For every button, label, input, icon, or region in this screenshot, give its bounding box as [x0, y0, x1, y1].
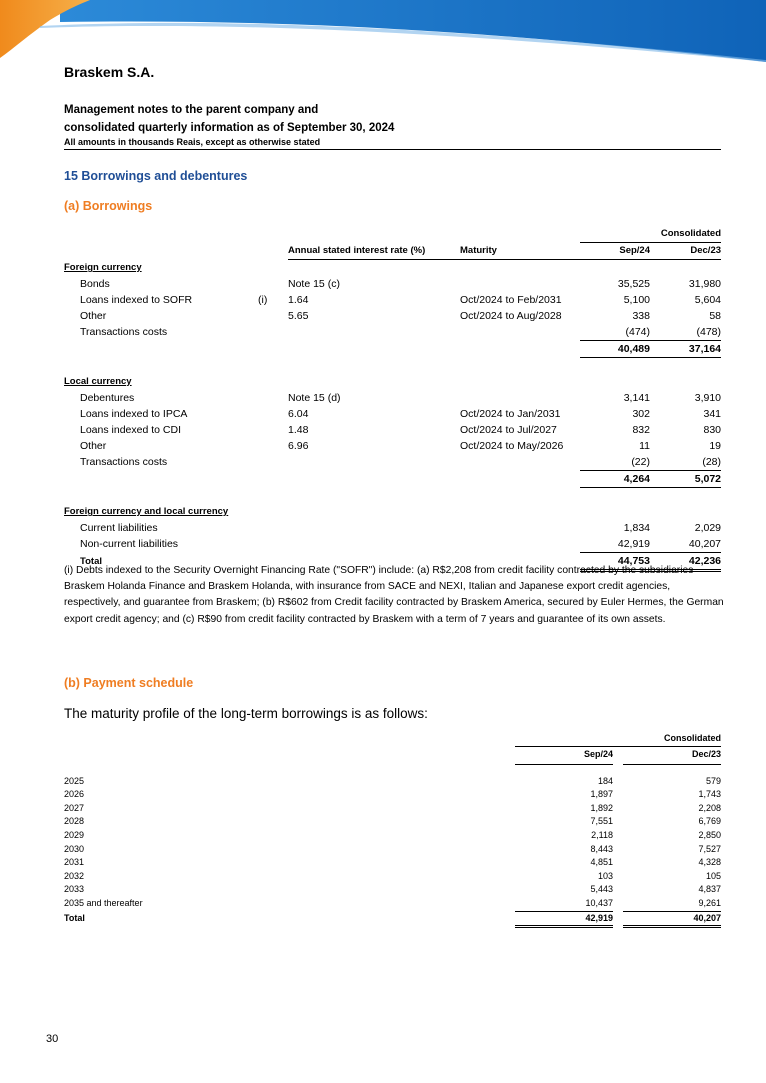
row-maturity: Oct/2024 to May/2026: [460, 440, 564, 452]
row-sep: (474): [580, 324, 650, 341]
row-maturity: Oct/2024 to Jul/2027: [460, 424, 557, 436]
section-title: 15 Borrowings and debentures: [64, 169, 248, 183]
row-sep: 1,897: [590, 789, 613, 800]
row-rate: Note 15 (c): [288, 278, 340, 290]
row-label: Debentures: [80, 392, 135, 404]
local-total-sep: 4,264: [580, 471, 650, 488]
row-rate: 5.65: [288, 310, 309, 322]
amounts-note: All amounts in thousands Reais, except as otherwise stated: [64, 137, 321, 147]
table-row: [64, 815, 721, 829]
row-maturity: Oct/2024 to Feb/2031: [460, 294, 562, 306]
table-row: [64, 390, 721, 406]
row-sep: 35,525: [617, 278, 650, 290]
row-sep: 338: [632, 310, 650, 322]
row-year: 2026: [64, 789, 85, 800]
row-dec: 3,910: [694, 392, 722, 404]
row-rate: [288, 454, 460, 471]
row-label: Transactions costs: [80, 456, 168, 469]
row-year: 2033: [64, 884, 85, 895]
row-year: 2031: [64, 857, 85, 868]
row-dec: (28): [650, 454, 721, 471]
subtitle-line-1: Management notes to the parent company and: [64, 104, 319, 116]
row-dec: 7,527: [698, 843, 722, 854]
local-currency-heading: Local currency: [64, 376, 132, 387]
row-dec: (478): [650, 324, 721, 341]
schedule-dec-header: Dec/23: [623, 746, 721, 764]
consolidated-header: Consolidated: [580, 226, 721, 243]
row-maturity: Oct/2024 to Aug/2028: [460, 310, 562, 322]
table-row: [64, 883, 721, 897]
foreign-currency-heading: Foreign currency: [64, 262, 142, 273]
table-row: [64, 422, 721, 438]
row-sep: 5,100: [623, 294, 650, 306]
total-label: Total: [80, 555, 102, 567]
row-note: [258, 276, 288, 292]
row-maturity: [460, 276, 580, 292]
row-rate: 1.64: [288, 294, 309, 306]
row-label: Loans indexed to SOFR: [80, 294, 193, 306]
row-dec: 19: [709, 440, 722, 452]
row-sep: 302: [632, 408, 650, 420]
row-label: Loans indexed to CDI: [80, 424, 181, 436]
row-label: Other: [80, 440, 107, 452]
borrowings-table: [64, 226, 721, 572]
table-row: [64, 897, 721, 911]
row-sep: 103: [597, 870, 613, 881]
total-sep: 44,753: [580, 553, 650, 571]
col-sep-header: Sep/24: [580, 243, 650, 260]
row-sep: 8,443: [590, 843, 613, 854]
sofr-footnote: (i) Debts indexed to the Security Overnight Financing Rate ("SOFR") include: (a) R$2,208 from credit facility contracted by the subsidiaries Braskem Holanda Finance and Braskem Holanda, with insurance from SACE and NEXI, Italian and Japanese export credit agencies, respectively, and guarantee from Braskem; (b) R$602 from Credit facility contracted by Braskem America, secured by Euler Hermes, the German export credit agency; and (c) R$90 from credit facility contracted by Braskem with a term of 7 years and guarantee of its own assets.: [64, 565, 724, 625]
row-note: [258, 308, 288, 324]
schedule-consolidated-header: Consolidated: [515, 732, 721, 746]
noncurrent-liabilities-dec: 40,207: [650, 536, 721, 553]
row-rate: Note 15 (d): [288, 392, 341, 404]
header-divider: [64, 149, 721, 150]
row-sep: 11: [639, 440, 650, 452]
row-dec: 579: [705, 775, 722, 786]
foreign-total-sep: 40,489: [580, 341, 650, 358]
foreign-total-dec: 37,164: [650, 341, 721, 358]
row-sep: 1,892: [590, 802, 613, 813]
table-row: [64, 292, 721, 308]
row-year: 2025: [64, 775, 85, 786]
row-maturity: [460, 324, 580, 341]
row-dec: 105: [705, 870, 722, 881]
noncurrent-liabilities-label: Non-current liabilities: [80, 538, 179, 551]
row-sep: 2,118: [591, 829, 613, 840]
table-row: [64, 829, 721, 843]
noncurrent-liabilities-sep: 42,919: [580, 536, 650, 553]
table-row: [64, 324, 721, 341]
row-maturity: Oct/2024 to Jan/2031: [460, 408, 561, 420]
row-maturity: [460, 454, 580, 471]
payment-schedule-table: [64, 732, 721, 928]
table-row: [64, 843, 721, 857]
combined-heading: Foreign currency and local currency: [64, 506, 229, 517]
row-dec: 2,208: [698, 802, 722, 813]
table-row: [64, 406, 721, 422]
table-row: [64, 308, 721, 324]
table-row: [64, 454, 721, 471]
col-maturity-header: Maturity: [460, 243, 580, 260]
row-dec: 341: [703, 408, 722, 420]
row-year: 2027: [64, 802, 85, 813]
row-sep: 3,141: [623, 392, 650, 404]
row-label: Bonds: [80, 278, 110, 290]
row-label: Loans indexed to IPCA: [80, 408, 188, 420]
subtotal-row: [64, 471, 721, 488]
company-name: Braskem S.A.: [64, 64, 155, 80]
total-row: [64, 911, 721, 927]
table-row: [64, 788, 721, 802]
row-dec: 4,837: [698, 884, 722, 895]
row-dec: 58: [709, 310, 722, 322]
row-label: Transactions costs: [80, 326, 168, 339]
row-year: 2035 and thereafter: [64, 898, 143, 909]
row-sep: 4,851: [590, 857, 613, 868]
table-row: [64, 520, 721, 536]
subsection-payment-schedule-title: (b) Payment schedule: [64, 676, 194, 690]
local-total-dec: 5,072: [650, 471, 721, 488]
subtotal-row: [64, 341, 721, 358]
row-dec: 31,980: [688, 278, 722, 290]
row-year: 2028: [64, 816, 85, 827]
table-row: [64, 870, 721, 884]
subsection-borrowings-title: (a) Borrowings: [64, 199, 153, 213]
row-rate: 1.48: [288, 424, 309, 436]
current-liabilities-label: Current liabilities: [80, 522, 158, 534]
row-year: 2030: [64, 843, 85, 854]
row-sep: 5,443: [590, 884, 613, 895]
schedule-total-dec: 40,207: [623, 911, 721, 927]
row-dec: 830: [703, 424, 722, 436]
col-dec-header: Dec/23: [650, 243, 721, 260]
schedule-intro: The maturity profile of the long-term borrowings is as follows:: [64, 706, 428, 721]
row-label: Other: [80, 310, 107, 322]
row-dec: 4,328: [698, 857, 722, 868]
row-note: (i): [258, 294, 268, 306]
row-dec: 9,261: [623, 897, 721, 911]
table-row: [64, 775, 721, 789]
current-liabilities-dec: 2,029: [694, 522, 722, 534]
row-maturity: [460, 390, 580, 406]
total-dec: 42,236: [650, 553, 721, 571]
row-dec: 2,850: [698, 829, 722, 840]
schedule-total-sep: 42,919: [515, 911, 613, 927]
row-sep: 832: [632, 424, 650, 436]
table-row: [64, 802, 721, 816]
row-rate: [288, 324, 460, 341]
row-dec: 5,604: [694, 294, 722, 306]
table-row: [64, 536, 721, 553]
row-sep: 10,437: [515, 897, 613, 911]
subtitle-line-2: consolidated quarterly information as of September 30, 2024: [64, 122, 395, 134]
header-banner: [0, 0, 766, 62]
row-rate: 6.04: [288, 408, 309, 420]
col-rate-header: Annual stated interest rate (%): [288, 243, 460, 260]
table-row: [64, 856, 721, 870]
row-dec: 1,743: [698, 789, 722, 800]
row-sep: 184: [597, 775, 613, 786]
schedule-total-label: Total: [64, 913, 85, 924]
row-rate: 6.96: [288, 440, 309, 452]
row-year: 2029: [64, 829, 85, 840]
row-dec: 6,769: [698, 816, 722, 827]
table-row: [64, 438, 721, 454]
current-liabilities-sep: 1,834: [623, 522, 650, 534]
row-sep: (22): [580, 454, 650, 471]
report-subtitle: [64, 101, 394, 137]
row-note: [258, 324, 288, 341]
schedule-sep-header: Sep/24: [515, 746, 613, 764]
table-row: [64, 276, 721, 292]
page-number: 30: [46, 1033, 59, 1045]
row-sep: 7,551: [590, 816, 613, 827]
row-year: 2032: [64, 870, 85, 881]
